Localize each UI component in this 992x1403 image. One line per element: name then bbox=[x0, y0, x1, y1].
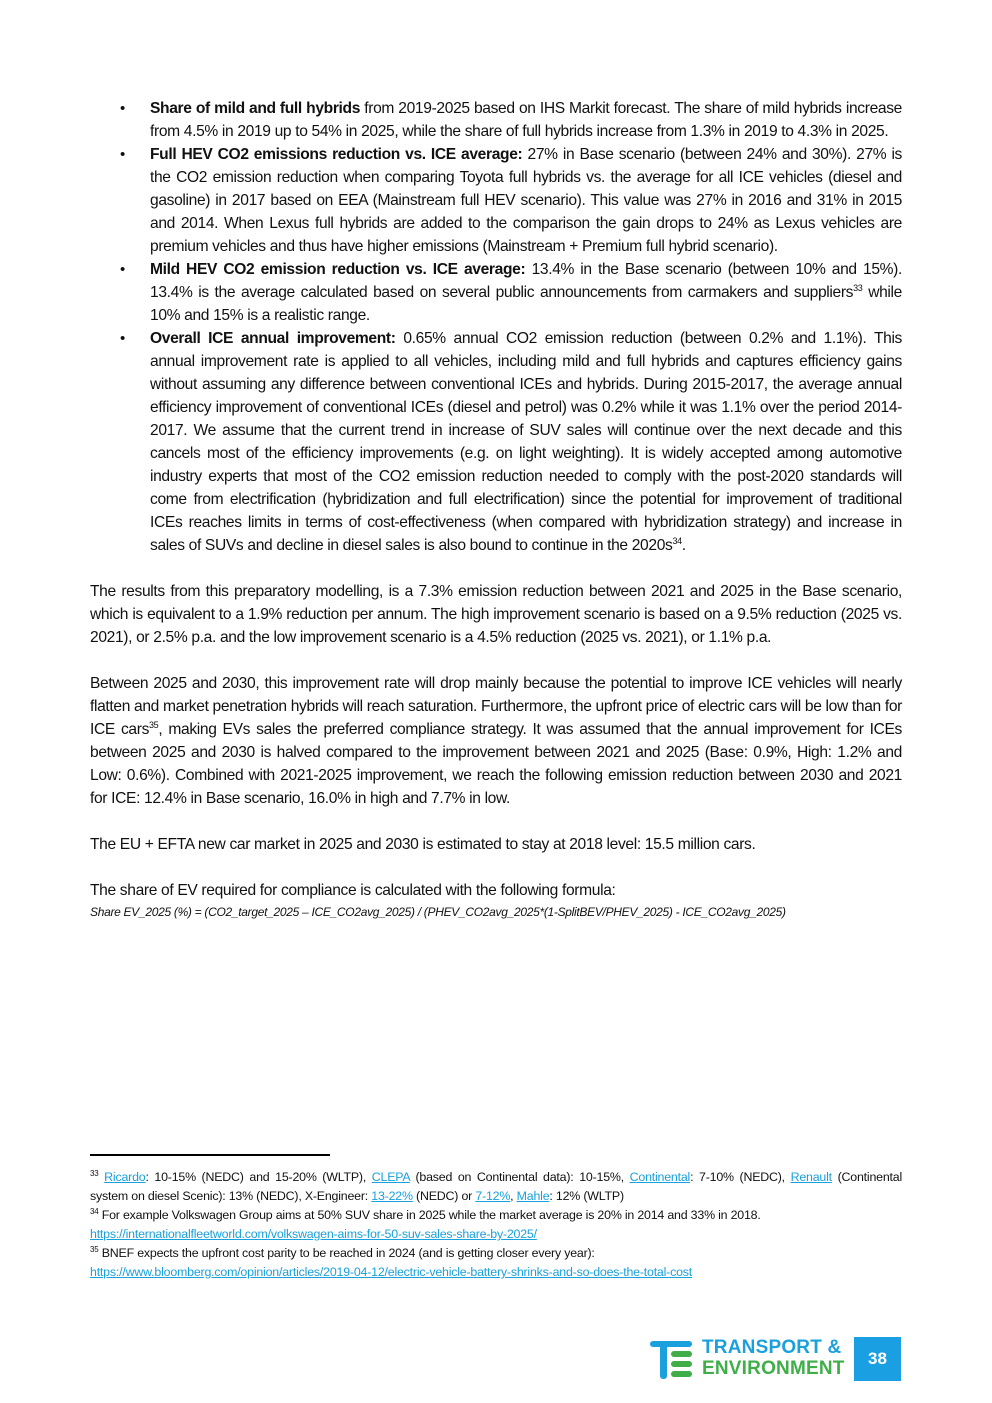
link-clepa[interactable]: CLEPA bbox=[371, 1170, 410, 1184]
footnote-number: 33 bbox=[90, 1169, 99, 1178]
footnote-divider bbox=[90, 1154, 330, 1156]
paragraph-text: Between 2025 and 2030, this improvement rate will drop mainly because the potential to improve ICE vehicles will nearly flatten and market penetration hybrids will reach saturation. Furthermore, the upfront price of electric cars will be low than for ICE cars bbox=[90, 675, 902, 738]
list-item bbox=[90, 97, 902, 143]
bullet-text-after: . bbox=[681, 537, 686, 554]
bullet-icon: • bbox=[120, 100, 125, 117]
bullet-heading: Mild HEV CO2 emission reduction vs. ICE average: bbox=[150, 261, 526, 278]
share-ev-formula: Share EV_2025 (%) = (CO2_target_2025 – ICE_CO2avg_2025) / (PHEV_CO2avg_2025*(1-SplitBEV/PHEV_2025) - ICE_CO2avg_2025) bbox=[90, 905, 786, 919]
te-logo-icon bbox=[650, 1341, 692, 1379]
footnote-text: BNEF expects the upfront cost parity to be reached in 2024 (and is getting closer every year): bbox=[98, 1246, 595, 1260]
link-internationalfleetworld[interactable]: https://internationalfleetworld.com/volkswagen-aims-for-50-suv-sales-share-by-2025/ bbox=[90, 1227, 537, 1241]
footnote-text: (Continental system on diesel Scenic): 13% (NEDC), X-Engineer: bbox=[90, 1170, 903, 1203]
link-7-12[interactable]: 7-12% bbox=[475, 1189, 511, 1203]
list-item bbox=[90, 258, 902, 327]
logo-text-environment: ENVIRONMENT bbox=[702, 1358, 845, 1379]
bullet-icon: • bbox=[120, 146, 125, 163]
footnote-text: , bbox=[510, 1189, 517, 1203]
bullet-icon: • bbox=[120, 261, 125, 278]
footnote-number: 34 bbox=[90, 1207, 99, 1216]
footnote-34 bbox=[90, 1206, 902, 1244]
footnote-text: (based on Continental data): 10-15%, bbox=[409, 1170, 630, 1184]
bullet-text-after: while 10% and 15% is a realistic range. bbox=[150, 284, 902, 324]
footnote-text: (NEDC) or bbox=[412, 1189, 476, 1203]
footnote-ref-34[interactable]: 34 bbox=[672, 536, 682, 546]
footnote-ref-35[interactable]: 35 bbox=[149, 720, 159, 730]
bullet-text: from 2019-2025 based on IHS Markit forecast. The share of mild hybrids increase from 4.5% in 2019 up to 54% in 2025, while the share of full hybrids increase from 1.3% in 2019 to 4.3% in 2025. bbox=[150, 100, 902, 140]
bullet-heading: Overall ICE annual improvement: bbox=[150, 330, 396, 347]
bullet-text: 13.4% in the Base scenario (between 10% and 15%). 13.4% is the average calculated based on several public announcements from carmakers and suppliers bbox=[150, 261, 902, 301]
list-item bbox=[90, 143, 902, 258]
transport-environment-logo bbox=[650, 1338, 850, 1382]
footnote-text: : 7-10% (NEDC), bbox=[690, 1170, 791, 1184]
bullet-icon: • bbox=[120, 330, 125, 347]
footnotes bbox=[90, 1168, 902, 1282]
assumptions-list bbox=[90, 97, 902, 557]
link-13-22[interactable]: 13-22% bbox=[371, 1189, 413, 1203]
footnote-text: : 12% (WLTP) bbox=[549, 1189, 624, 1203]
bullet-text: 27% in Base scenario (between 24% and 30%). 27% is the CO2 emission reduction when comparing Toyota full hybrids vs. the average for all ICE vehicles (diesel and gasoline) in 2017 based on EEA (Mainstream full HEV scenario). This value was 27% in 2016 and 31% in 2015 and 2014. When Lexus full hybrids are added to the comparison the gain drops to 24% as Lexus vehicles are premium vehicles and thus have higher emissions (Mainstream + Premium full hybrid scenario). bbox=[150, 146, 903, 255]
link-mahle[interactable]: Mahle bbox=[516, 1189, 550, 1203]
link-continental[interactable]: Continental bbox=[629, 1170, 691, 1184]
bullet-heading: Full HEV CO2 emissions reduction vs. ICE average: bbox=[150, 146, 523, 163]
link-renault[interactable]: Renault bbox=[790, 1170, 832, 1184]
link-bloomberg[interactable]: https://www.bloomberg.com/opinion/articles/2019-04-12/electric-vehicle-battery-shrinks-and-so-does-the-total-cost bbox=[90, 1265, 693, 1279]
bullet-heading: Share of mild and full hybrids bbox=[150, 100, 361, 117]
logo-text-transport: TRANSPORT & bbox=[702, 1337, 842, 1358]
footnote-text: For example Volkswagen Group aims at 50% SUV share in 2025 while the market average is 20% in 2014 and 33% in 2018. bbox=[98, 1208, 761, 1222]
results-paragraph: The results from this preparatory modelling, is a 7.3% emission reduction between 2021 and 2025 in the Base scenario, which is equivalent to a 1.9% reduction per annum. The high improvement scenario is based on a 9.5% reduction (2025 vs. 2021), or 2.5% p.a. and the low improvement scenario is a 4.5% reduction (2025 vs. 2021), or 1.1% p.a. bbox=[90, 583, 902, 646]
footnote-35 bbox=[90, 1244, 902, 1282]
list-item bbox=[90, 327, 902, 557]
footnote-ref-33[interactable]: 33 bbox=[853, 283, 863, 293]
footnote-text: : 10-15% (NEDC) and 15-20% (WLTP), bbox=[145, 1170, 372, 1184]
page-body bbox=[90, 97, 902, 922]
link-ricardo[interactable]: Ricardo bbox=[104, 1170, 146, 1184]
market-paragraph: The EU + EFTA new car market in 2025 and 2030 is estimated to stay at 2018 level: 15.5 million cars. bbox=[90, 836, 756, 853]
footnote-33 bbox=[90, 1168, 902, 1206]
paragraph-text: , making EVs sales the preferred compliance strategy. It was assumed that the annual improvement for ICEs between 2025 and 2030 is halved compared to the improvement between 2021 and 2025 (Base: 0.9%, High: 1.2% and Low: 0.6%). Combined with 2021-2025 improvement, we reach the following emission reduction between 2030 and 2021 for ICE: 12.4% in Base scenario, 16.0% in high and 7.7% in low. bbox=[90, 721, 902, 807]
between-2025-2030-paragraph bbox=[90, 672, 902, 810]
formula-intro: The share of EV required for compliance is calculated with the following formula: bbox=[90, 882, 616, 899]
bullet-text: 0.65% annual CO2 emission reduction (between 0.2% and 1.1%). This annual improvement rate is applied to all vehicles, including mild and full hybrids and captures efficiency gains without assuming any difference between conventional ICEs and hybrids. During 2015-2017, the average annual efficiency improvement of conventional ICEs (diesel and petrol) was 0.2% while it was 1.1% over the period 2014-2017. We assume that the current trend in increase of SUV sales will continue over the next decade and this cancels most of the efficiency improvements (e.g. on light weighting). It is widely accepted among automotive industry experts that most of the CO2 emission reduction needed to comply with the post-2020 standards will come from electrification (hybridization and full electrification) since the potential for improvement of traditional ICEs reaches limits in terms of cost-effectiveness (when compared with hybridization strategy) and increase in sales of SUVs and decline in diesel sales is also bound to continue in the 2020s bbox=[150, 330, 903, 554]
page-number: 38 bbox=[854, 1337, 901, 1381]
footnote-number: 35 bbox=[90, 1245, 99, 1254]
